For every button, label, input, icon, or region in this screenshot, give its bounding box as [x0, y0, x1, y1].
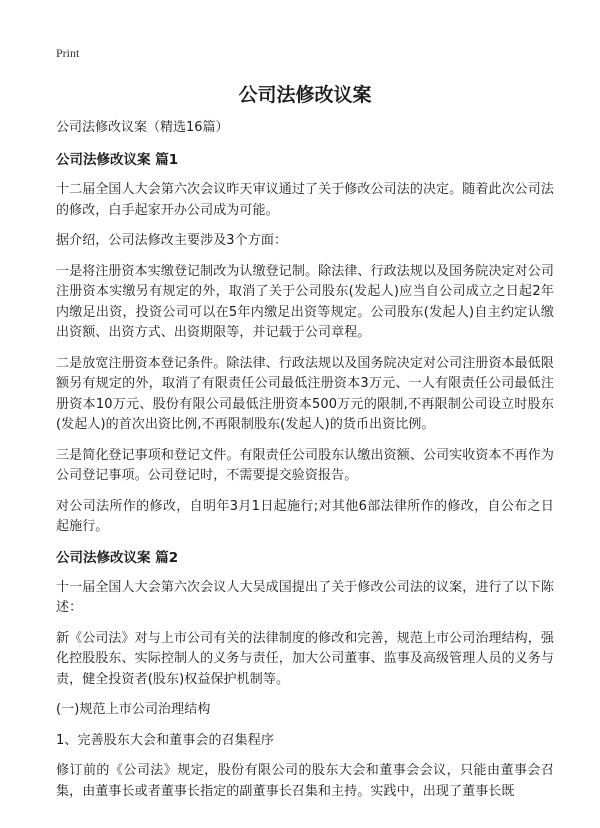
paragraph: 新《公司法》对与上市公司有关的法律制度的修改和完善，规范上市公司治理结构，强化控股股东、实际控制人的义务与责任，加大公司董事、监事及高级管理人员的义务与责，健全投资者(股东)权益保护机制等。	[56, 630, 554, 687]
paragraph: 1、完善股东大会和董事会的召集程序	[56, 732, 274, 748]
paragraph: 一是将注册资本实缴登记制改为认缴登记制。除法律、行政法规以及国务院决定对公司注册资本实缴另有规定的外，取消了关于公司股东(发起人)应当自公司成立之日起2年内缴足出资，投资公司可以在5年内缴足出资等规定。公司股东(发起人)自主约定认缴出资额、出资方式、出资期限等，并记载于公司章程。	[56, 263, 554, 340]
paragraph: (一)规范上市公司治理结构	[56, 702, 211, 717]
document-body	[56, 118, 554, 812]
paragraph: 十一届全国人大会第六次会议人大吴成国提出了关于修改公司法的议案，进行了以下陈述：	[56, 579, 554, 615]
paragraph: 二是放宽注册资本登记条件。除法律、行政法规以及国务院决定对公司注册资本最低限额另有规定的外，取消了有限责任公司最低注册资本3万元、一人有限责任公司最低注册资本10万元、股份有限公司最低注册资本500万元的限制,不再限制公司设立时股东(发起人)的首次出资比例,不再限制股东(发起人)的货币出资比例。	[56, 355, 554, 432]
document-title: 公司法修改议案	[238, 84, 372, 106]
paragraph: 据介绍，公司法修改主要涉及3个方面：	[56, 233, 288, 248]
paragraph: 修订前的《公司法》规定，股份有限公司的股东大会和董事会会议，只能由董事会召集，由董事长或者董事长指定的副董事长召集和主持。实践中，出现了董事长既	[56, 763, 554, 799]
section-heading: 公司法修改议案 篇1	[56, 152, 179, 168]
section-heading: 公司法修改议案 篇2	[56, 549, 179, 566]
document-subtitle: 公司法修改议案（精选16篇）	[56, 120, 229, 135]
paragraph: 三是简化登记事项和登记文件。有限责任公司股东认缴出资额、公司实收资本不再作为公司登记事项。公司登记时，不需要提交验资报告。	[56, 447, 554, 483]
paragraph: 对公司法所作的修改，自明年3月1日起施行;对其他6部法律所作的修改，自公布之日起施行。	[56, 498, 554, 534]
paragraph: 十二届全国人大会第六次会议昨天审议通过了关于修改公司法的决定。随着此次公司法的修改，白手起家开办公司成为可能。	[56, 182, 554, 218]
print-label[interactable]: Print	[56, 46, 80, 60]
